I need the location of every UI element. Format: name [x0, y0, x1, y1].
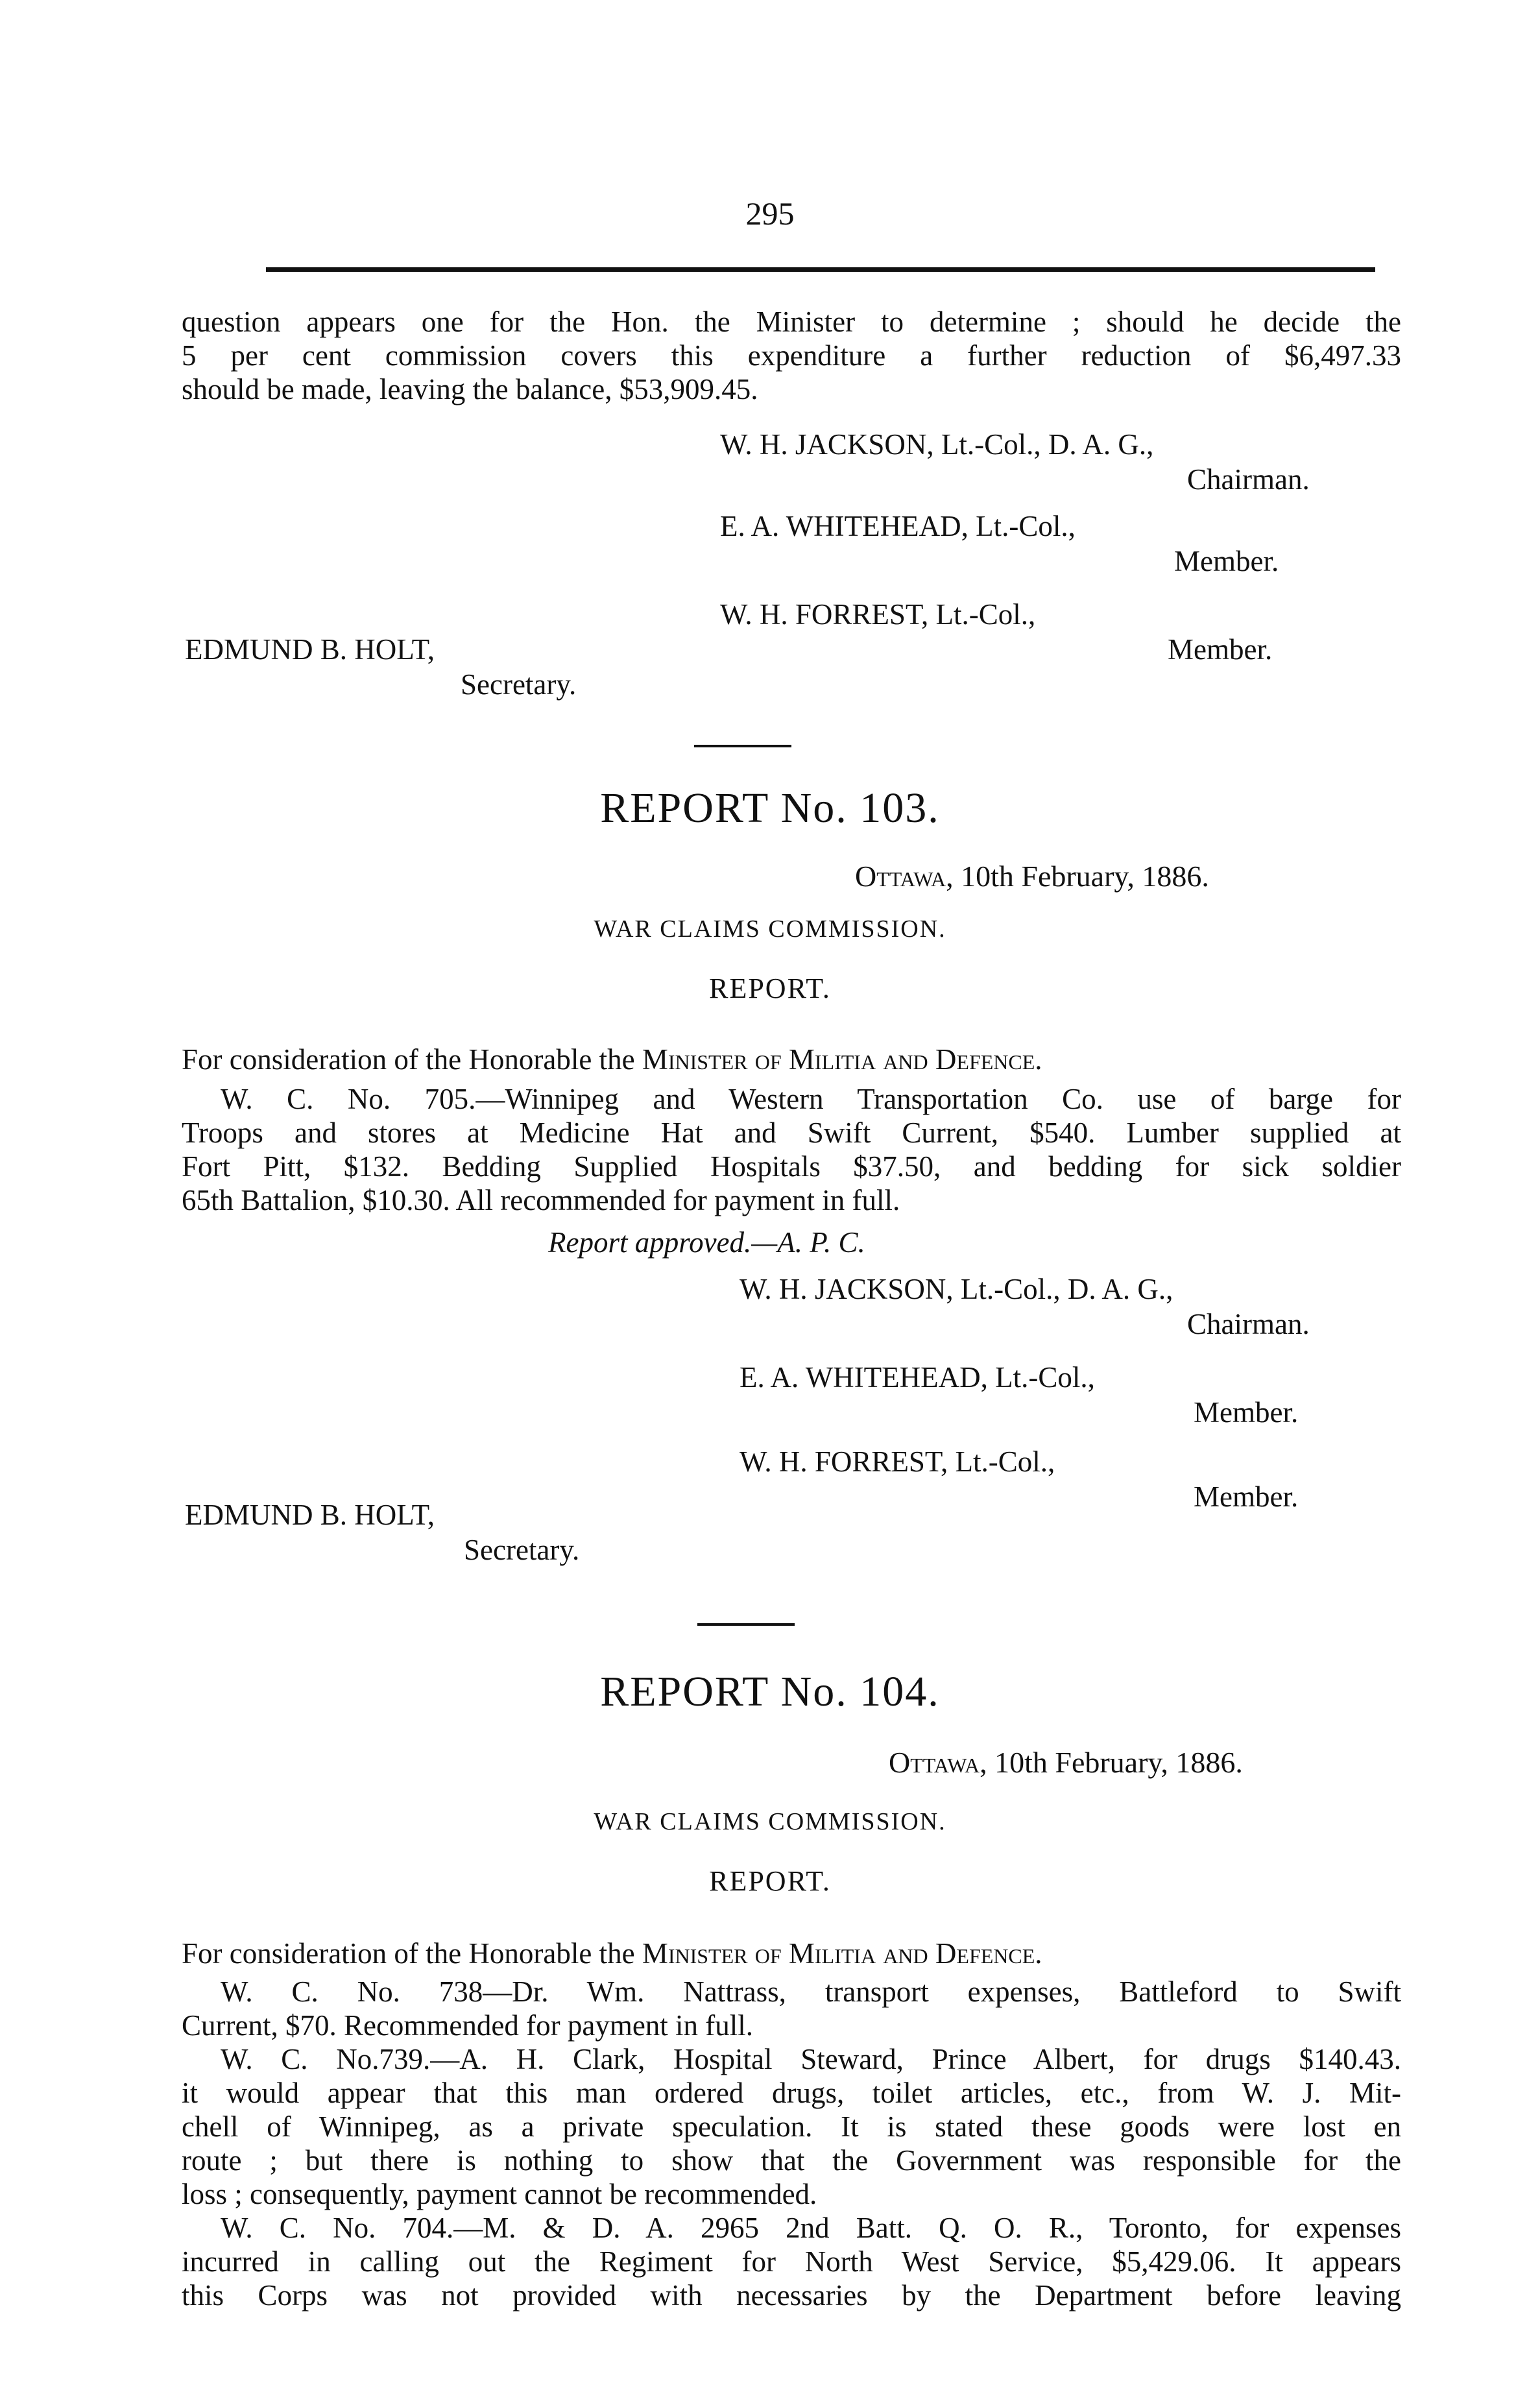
signature-jackson: W. H. JACKSON, Lt.-Col., D. A. G., — [740, 1273, 1173, 1305]
paragraph-line: W. C. No. 704.—M. & D. A. 2965 2nd Batt. Q. O. R., Toronto, for expenses — [221, 2212, 1401, 2244]
paragraph-line: chell of Winnipeg, as a private speculation. It is stated these goods were lost en — [182, 2110, 1401, 2143]
paragraph-line: W. C. No. 705.—Winnipeg and Western Transportation Co. use of barge for — [221, 1083, 1401, 1115]
signature-role-chairman: Chairman. — [1187, 463, 1310, 496]
paragraph-line: W. C. No.739.—A. H. Clark, Hospital Steward, Prince Albert, for drugs $140.43. — [221, 2043, 1401, 2075]
report-103-date: 10th February, 1886. — [961, 860, 1209, 893]
paragraph-line: 5 per cent commission covers this expenditure a further reduction of $6,497.33 — [182, 339, 1401, 372]
paragraph-line: should be made, leaving the balance, $53,909.45. — [182, 373, 758, 405]
secretary-role: Secretary. — [461, 668, 577, 701]
paragraph-line: route ; but there is nothing to show that the Government was responsible for the — [182, 2144, 1401, 2177]
paragraph-line: loss ; consequently, payment cannot be recommended. — [182, 2178, 817, 2210]
paragraph-line: Current, $70. Recommended for payment in full. — [182, 2009, 754, 2042]
minister-title: Minister of Militia and Defence. — [642, 1043, 1042, 1076]
signature-role-member: Member. — [1194, 1480, 1299, 1513]
secretary-name: EDMUND B. HOLT, — [185, 633, 435, 666]
minister-title: Minister of Militia and Defence. — [642, 1937, 1042, 1970]
report-104-title: REPORT No. 104. — [600, 1668, 940, 1715]
paragraph-line: incurred in calling out the Regiment for North West Service, $5,429.06. It appears — [182, 2245, 1401, 2278]
signature-role-member: Member. — [1168, 633, 1273, 666]
signature-role-chairman: Chairman. — [1187, 1308, 1310, 1340]
report-103-body — [182, 1082, 1401, 1217]
paragraph-line: W. C. No. 738—Dr. Wm. Nattrass, transport expenses, Battleford to Swift — [221, 1975, 1401, 2008]
signature-jackson: W. H. JACKSON, Lt.-Col., D. A. G., — [720, 428, 1154, 461]
paragraph-line: Fort Pitt, $132. Bedding Supplied Hospitals $37.50, and bedding for sick soldier — [182, 1150, 1401, 1183]
report-103-consideration — [182, 1043, 1042, 1076]
report-104-commission: WAR CLAIMS COMMISSION. — [594, 1808, 946, 1835]
report-104-dateline — [889, 1746, 1243, 1779]
signature-role-member: Member. — [1194, 1396, 1299, 1429]
signature-whitehead: E. A. WHITEHEAD, Lt.-Col., — [720, 510, 1076, 542]
paragraph-line: it would appear that this man ordered drugs, toilet articles, etc., from W. J. Mit- — [182, 2077, 1401, 2109]
paragraph-line: this Corps was not provided with necessaries by the Department before leaving — [182, 2279, 1401, 2312]
report-104-body — [182, 1975, 1401, 2312]
report-103-title: REPORT No. 103. — [600, 784, 940, 832]
report-103-commission: WAR CLAIMS COMMISSION. — [594, 915, 946, 943]
section-divider — [697, 1623, 795, 1626]
report-104-consideration — [182, 1937, 1042, 1970]
paragraph-line: question appears one for the Hon. the Minister to determine ; should he decide the — [182, 306, 1401, 338]
section-divider — [694, 745, 791, 747]
consideration-text: For consideration of the Honorable the — [182, 1937, 635, 1970]
consideration-text: For consideration of the Honorable the — [182, 1043, 635, 1076]
secretary-role: Secretary. — [464, 1534, 580, 1566]
signature-forrest: W. H. FORREST, Lt.-Col., — [740, 1445, 1055, 1478]
continuation-paragraph — [182, 305, 1401, 406]
report-103-place: Ottawa, — [855, 860, 954, 893]
report-104-subtitle: REPORT. — [709, 1865, 831, 1897]
report-103-dateline — [855, 860, 1209, 893]
signature-forrest: W. H. FORREST, Lt.-Col., — [720, 598, 1036, 631]
report-104-date: 10th February, 1886. — [994, 1746, 1243, 1779]
signature-whitehead: E. A. WHITEHEAD, Lt.-Col., — [740, 1361, 1095, 1394]
paragraph-line: Troops and stores at Medicine Hat and Swift Current, $540. Lumber supplied at — [182, 1117, 1401, 1149]
secretary-name: EDMUND B. HOLT, — [185, 1499, 435, 1531]
page-number: 295 — [745, 195, 795, 232]
report-104-place: Ottawa, — [889, 1746, 987, 1779]
paragraph-line: 65th Battalion, $10.30. All recommended for payment in full. — [182, 1184, 900, 1216]
report-103-subtitle: REPORT. — [709, 972, 831, 1004]
signature-role-member: Member. — [1174, 545, 1279, 577]
top-rule — [266, 267, 1375, 272]
report-103-approval: Report approved.—A. P. C. — [548, 1226, 865, 1259]
